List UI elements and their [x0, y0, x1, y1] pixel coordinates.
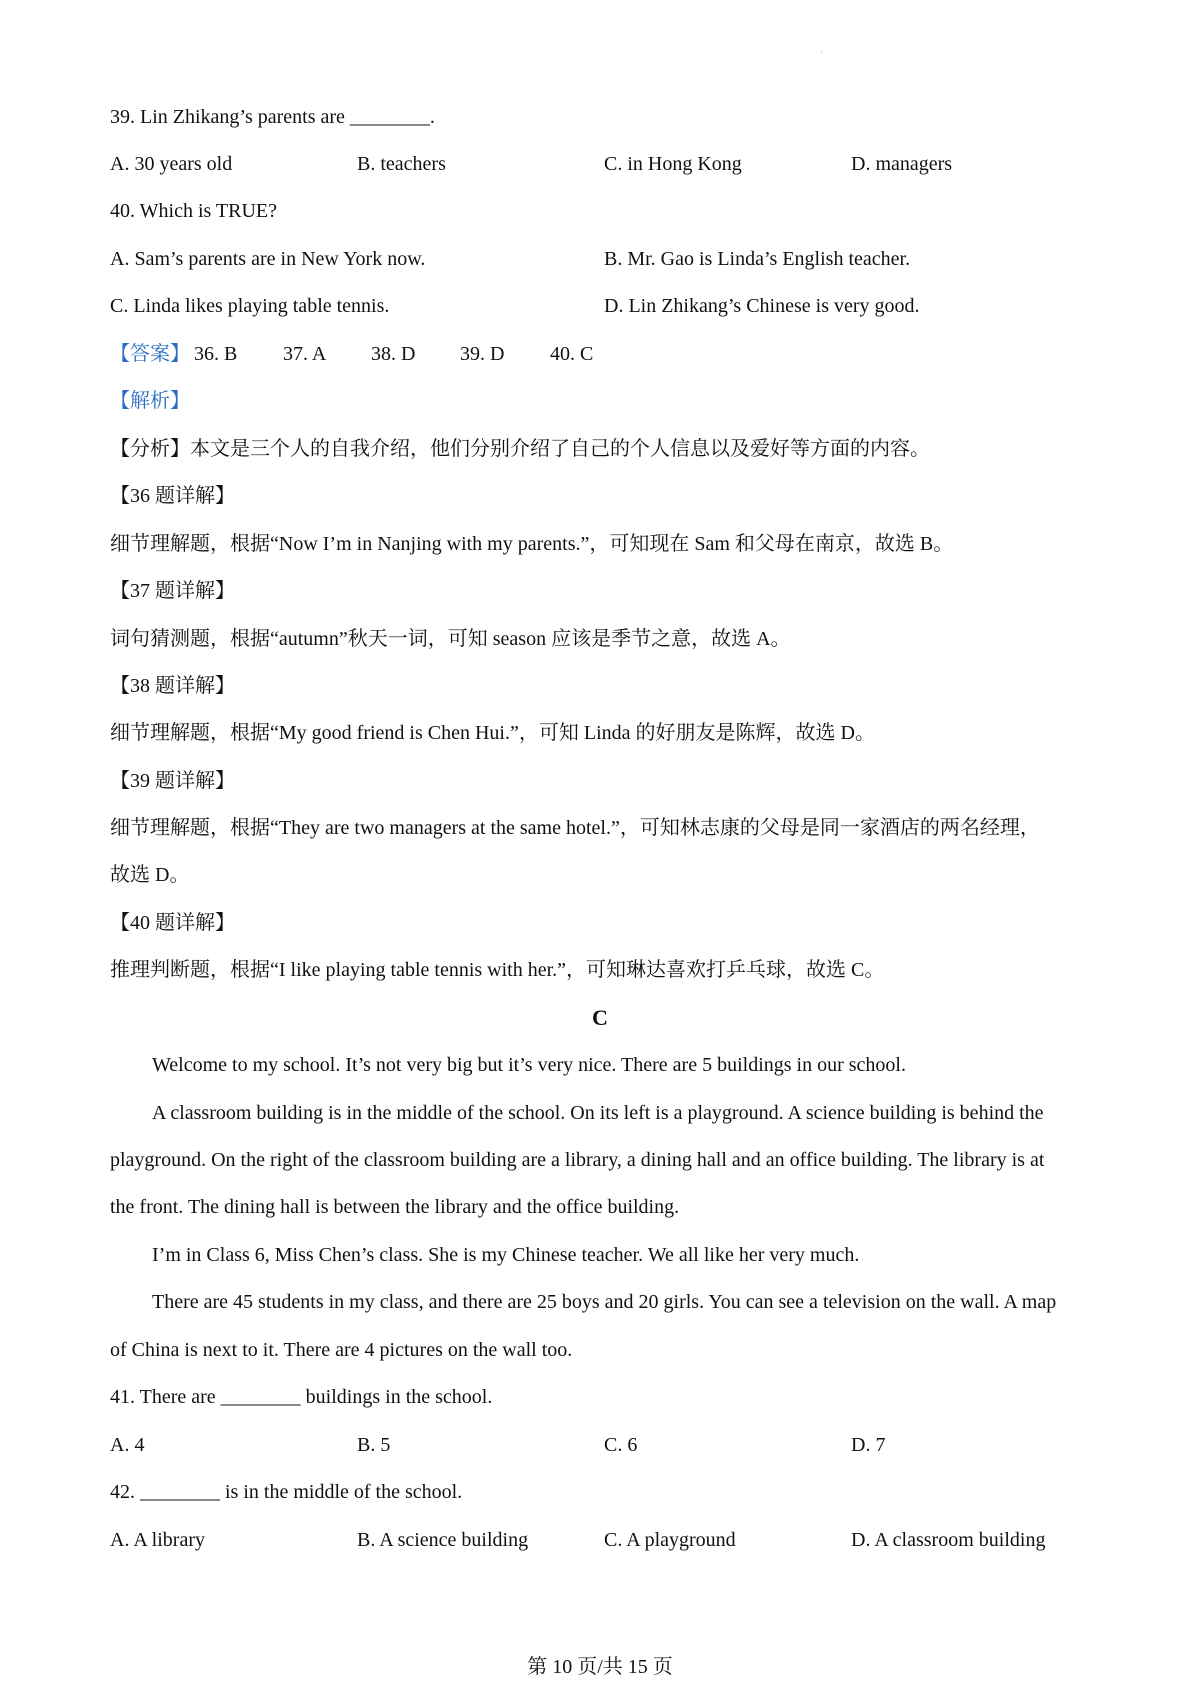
analysis-summary: 【分析】本文是三个人的自我介绍，他们分别介绍了自己的个人信息以及爱好等方面的内容。 [110, 438, 930, 460]
passage-line: the front. The dining hall is between the library and the office building. [110, 1196, 680, 1218]
detail-37-heading: 【37 题详解】 [110, 580, 235, 602]
scan-speck: · [820, 48, 823, 57]
question-39-option-a: A. 30 years old [110, 153, 233, 175]
section-title: C [592, 1005, 608, 1030]
answer-label: 【答案】 [110, 343, 190, 365]
detail-40-text: 推理判断题，根据“I like playing table tennis with her.”，可知琳达喜欢打乒乓球，故选 C。 [110, 959, 885, 981]
question-40-option-a: A. Sam’s parents are in New York now. [110, 248, 426, 270]
question-39-option-b: B. teachers [357, 153, 446, 175]
question-39-stem: 39. Lin Zhikang’s parents are ________. [110, 106, 435, 128]
answer-37: 37. A [283, 343, 327, 365]
detail-39-heading: 【39 题详解】 [110, 770, 235, 792]
page-footer: 第 10 页/共 15 页 [527, 1656, 673, 1678]
passage-line: There are 45 students in my class, and there are 25 boys and 20 girls. You can see a television on the wall. A map [152, 1291, 1057, 1313]
question-40-stem: 40. Which is TRUE? [110, 200, 278, 222]
question-42-stem: 42. ________ is in the middle of the school. [110, 1481, 463, 1503]
detail-39-text: 细节理解题，根据“They are two managers at the same hotel.”，可知林志康的父母是同一家酒店的两名经理， [110, 817, 1040, 839]
answer-40: 40. C [550, 343, 594, 365]
detail-36-text: 细节理解题，根据“Now I’m in Nanjing with my parents.”，可知现在 Sam 和父母在南京，故选 B。 [110, 533, 954, 555]
question-39-option-d: D. managers [851, 153, 953, 175]
question-40-option-b: B. Mr. Gao is Linda’s English teacher. [604, 248, 911, 270]
detail-36-heading: 【36 题详解】 [110, 485, 235, 507]
scan-speck: · [236, 1660, 239, 1669]
passage-line: playground. On the right of the classroom building are a library, a dining hall and an office building. The library is at [110, 1149, 1045, 1171]
answer-36: 36. B [194, 343, 238, 365]
question-41-option-d: D. 7 [851, 1434, 886, 1456]
question-40-option-d: D. Lin Zhikang’s Chinese is very good. [604, 295, 920, 317]
answer-38: 38. D [371, 343, 416, 365]
passage-line: I’m in Class 6, Miss Chen’s class. She is my Chinese teacher. We all like her very much. [152, 1244, 860, 1266]
detail-40-heading: 【40 题详解】 [110, 912, 235, 934]
detail-37-text: 词句猜测题，根据“autumn”秋天一词，可知 season 应该是季节之意，故选 A。 [110, 628, 791, 650]
detail-39-text-cont: 故选 D。 [110, 864, 190, 886]
question-40-option-c: C. Linda likes playing table tennis. [110, 295, 390, 317]
question-42-option-b: B. A science building [357, 1529, 529, 1551]
detail-38-heading: 【38 题详解】 [110, 675, 235, 697]
question-41-option-b: B. 5 [357, 1434, 391, 1456]
question-41-option-a: A. 4 [110, 1434, 145, 1456]
analysis-label: 【解析】 [110, 390, 190, 412]
question-41-stem: 41. There are ________ buildings in the school. [110, 1386, 493, 1408]
passage-line: of China is next to it. There are 4 pictures on the wall too. [110, 1339, 573, 1361]
question-39-option-c: C. in Hong Kong [604, 153, 742, 175]
detail-38-text: 细节理解题，根据“My good friend is Chen Hui.”，可知 Linda 的好朋友是陈辉，故选 D。 [110, 722, 875, 744]
question-41-option-c: C. 6 [604, 1434, 638, 1456]
question-42-option-d: D. A classroom building [851, 1529, 1046, 1551]
question-42-option-a: A. A library [110, 1529, 205, 1551]
answer-39: 39. D [460, 343, 505, 365]
passage-line: A classroom building is in the middle of the school. On its left is a playground. A science building is behind the [152, 1102, 1044, 1124]
question-42-option-c: C. A playground [604, 1529, 736, 1551]
passage-line: Welcome to my school. It’s not very big but it’s very nice. There are 5 buildings in our school. [152, 1054, 906, 1076]
